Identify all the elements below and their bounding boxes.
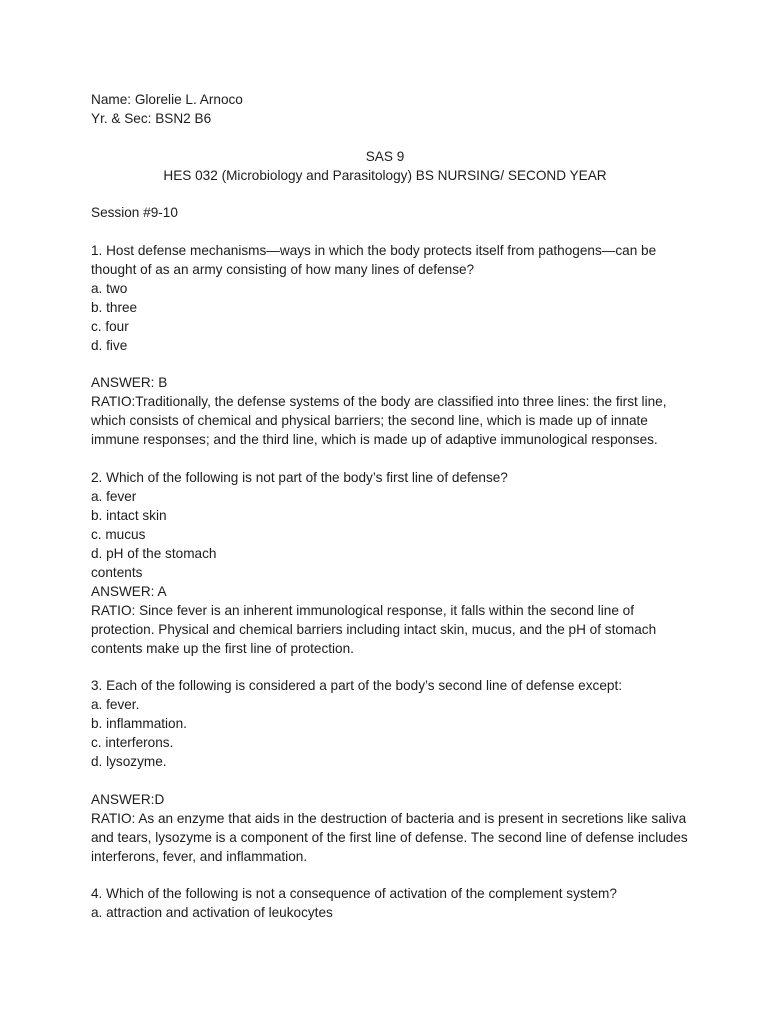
question-1-text: 1. Host defense mechanisms—ways in which the body protects itself from pathogens—can be thought of as an army consisting of how many lines of defense? — [91, 242, 657, 277]
q2-option-d: d. pH of the stomach — [91, 545, 217, 561]
question-3-text: 3. Each of the following is considered a part of the body’s second line of defense except: — [91, 678, 622, 693]
question-2-text: 2. Which of the following is not part of the body’s first line of defense? — [91, 469, 508, 485]
title-course: HES 032 (Microbiology and Parasitology) BS NURSING/ SECOND YEAR — [163, 167, 607, 183]
session-label: Session #9-10 — [91, 205, 178, 220]
q1-option-d: d. five — [91, 337, 128, 353]
q3-rationale: RATIO: As an enzyme that aids in the destruction of bacteria and is present in secretions like saliva and tears, lysozyme is a component of the first line of defense. The second line of defense includes interferons, fever, and inflammation. — [91, 810, 688, 864]
q1-answer: ANSWER: B — [91, 375, 168, 390]
q2-option-d-continued: contents — [91, 564, 143, 580]
document-page — [91, 90, 691, 922]
q4-option-a: a. attraction and activation of leukocytes — [91, 905, 333, 920]
question-3 — [91, 676, 691, 866]
q3-option-a: a. fever. — [91, 697, 140, 712]
question-1 — [91, 241, 691, 450]
q2-option-b: b. intact skin — [91, 507, 167, 523]
question-4 — [91, 884, 691, 922]
student-name: Name: Glorelie L. Arnoco — [91, 92, 243, 107]
q2-option-a: a. fever — [91, 488, 137, 504]
q3-answer: ANSWER:D — [91, 791, 165, 807]
q1-rationale: RATIO:Traditionally, the defense systems of the body are classified into three lines: the first line, which consists of chemical and physical barriers; the second line, which is made up of innate immune responses; and the third line, which is made up of adaptive immunological responses. — [91, 394, 667, 447]
q3-option-d: d. lysozyme. — [91, 754, 167, 769]
q2-option-c: c. mucus — [91, 526, 146, 542]
q3-option-b: b. inflammation. — [91, 716, 187, 731]
q1-option-a: a. two — [91, 280, 128, 296]
title-sas: SAS 9 — [365, 148, 405, 164]
q3-option-c: c. interferons. — [91, 735, 174, 750]
document-title — [85, 147, 685, 185]
question-2 — [91, 468, 691, 658]
q2-rationale: RATIO: Since fever is an inherent immunological response, it falls within the second line of protection. Physical and chemical barriers including intact skin, mucus, and the pH of stomach contents make up the first line of protection. — [91, 602, 657, 656]
year-section: Yr. & Sec: BSN2 B6 — [91, 111, 212, 126]
q1-option-c: c. four — [91, 318, 129, 334]
q2-answer: ANSWER: A — [91, 583, 167, 599]
question-4-text: 4. Which of the following is not a consequence of activation of the complement system? — [91, 886, 617, 901]
q1-option-b: b. three — [91, 299, 138, 315]
